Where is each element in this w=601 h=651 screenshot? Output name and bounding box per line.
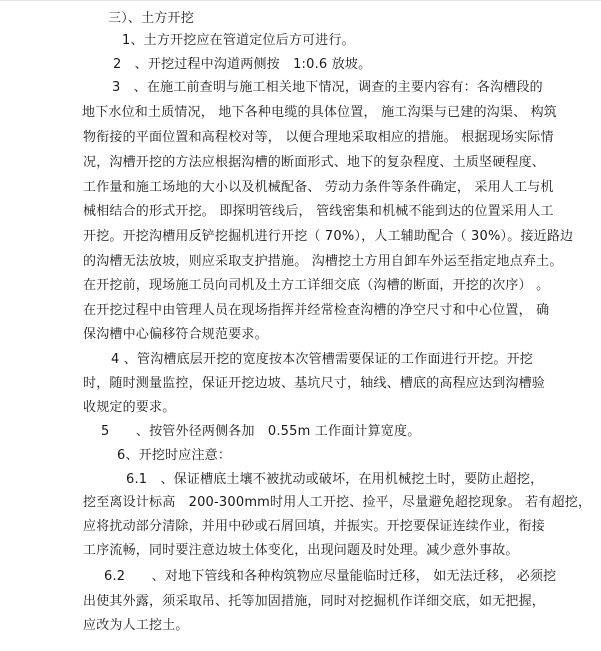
paragraph-line: 应将扰动部分清除，并用中砂或石屑回填，并振实。开挖要保证连续作业，衔接 [83,519,546,534]
paragraph-line: 物衔接的平面位置和高程校对等， 以便合理地采取相应的措施。 根据现场实际情 [83,130,554,145]
paragraph-line: 出使其外露，须采取吊、托等加固措施，同时对挖掘机作详细交底，如无把握， [83,594,546,609]
paragraph-line: 况，沟槽开挖的方法应根据沟槽的断面形式、地下的复杂程度、土质坚硬程度、 [83,155,546,170]
paragraph-line: 1、土方开挖应在管道定位后方可进行。 [122,33,355,48]
paragraph-line: 挖至离设计标高 200-300mm时用人工开挖、捡平，尽量避免超挖现象。 若有超挖， [83,495,592,510]
paragraph-line: 收规定的要求。 [83,400,176,415]
paragraph-line: 5 、按管外径两侧各加 0.55m 工作面计算宽度。 [101,424,421,439]
paragraph-line: 应改为人工挖土。 [83,618,189,633]
paragraph-line: 械相结合的形式开挖。 即探明管线后， 管线密集和机械不能到达的位置采用人工 [83,204,554,219]
paragraph-line: 2 、开挖过程中沟道两侧按 1:0.6 放坡。 [113,57,372,72]
section-heading: 三）、土方开挖 [108,11,194,26]
paragraph-line: 在开挖过程中由管理人员在现场指挥并经常检查沟槽的净空尺寸和中心位置， 确 [83,303,550,318]
paragraph-line: 工作量和施工场地的大小以及机械配备、 劳动力条件等条件确定， 采用人工与机 [83,180,554,195]
paragraph-line: 的沟槽无法放坡，则应采取支护措施。 沟槽挖土方用自卸车外运至指定地点弃土。 [83,254,563,269]
page-top-edge [0,0,601,1]
paragraph-line: 开挖。开挖沟槽用反铲挖掘机进行开挖（ 70%），人工辅助配合（ 30%）。接近路边 [83,229,574,244]
paragraph-line: 保沟槽中心偏移符合规范要求。 [83,327,268,342]
paragraph-line: 地下水位和土质情况， 地下各种电缆的具体位置， 施工沟渠与已建的沟渠、 构筑 [82,105,557,120]
paragraph-line: 3 、在施工前查明与施工相关地下情况，调查的主要内容有：各沟槽段的 [112,80,543,95]
paragraph-line: 6、开挖时应注意： [117,448,232,463]
paragraph-line: 在开挖前，现场施工员向司机及土方工详细交底（沟槽的断面，开挖的次序） 。 [83,278,550,293]
paragraph-line: 4 、管沟槽底层开挖的宽度按本次管槽需要保证的工作面进行开挖。开挖 [111,352,534,367]
paragraph-line: 时，随时测量监控，保证开挖边坡、基坑尺寸，轴线、槽底的高程应达到沟槽验 [83,376,546,391]
paragraph-line: 工序流畅，同时要注意边坡土体变化，出现问题及时处理。减少意外事故。 [83,543,519,558]
paragraph-line: 6.1 、保证槽底土壤不被扰动或破坏，在用机械挖土时，要防止超挖， [126,472,544,487]
paragraph-line: 6.2 、对地下管线和各种构筑物应尽量能临时迁移， 如无法迁移， 必须挖 [104,569,557,584]
